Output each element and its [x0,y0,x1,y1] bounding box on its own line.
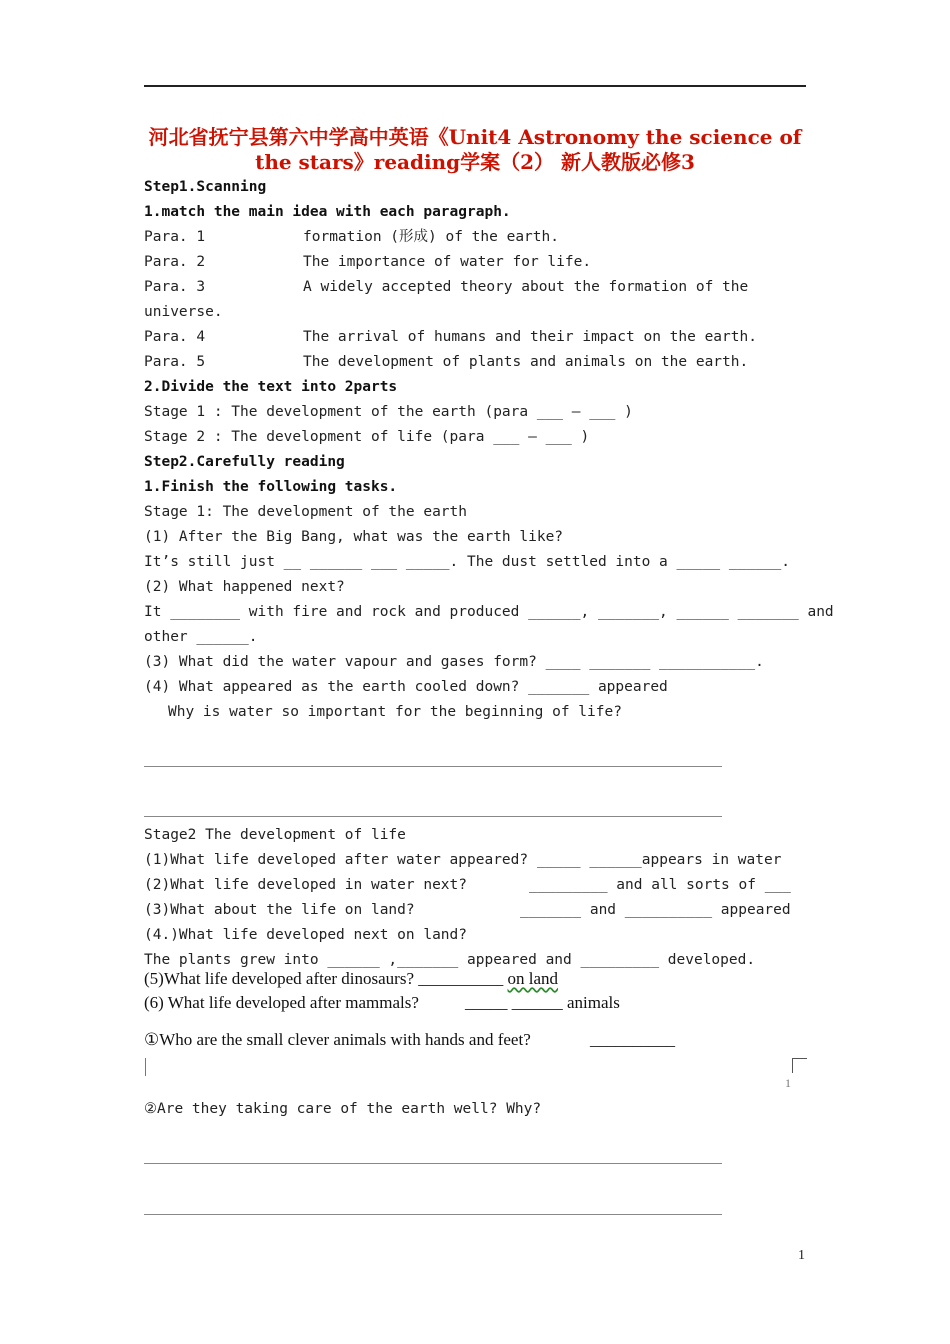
stage2-question-5 [144,969,558,989]
text-cursor [145,1058,146,1076]
question-3: (3) What did the water vapour and gases form? ____ _______ ___________. [144,654,764,670]
question-4: (4) What appeared as the earth cooled down? _______ appeared [144,679,668,695]
page-corner-mark [792,1058,807,1073]
step1-task1: 1.match the main idea with each paragraph. [144,204,511,220]
top-rule [144,85,806,87]
page-title-line1: 河北省抚宁县第六中学高中英语《Unit4 Astronomy the science of [148,125,802,149]
stage1-title: Stage 1: The development of the earth [144,504,468,520]
stage2-question-5-text: (5)What life developed after dinosaurs? [144,969,414,988]
answer-line [144,1163,722,1164]
question-2: (2) What happened next? [144,579,345,595]
question-5: Why is water so important for the beginning of life? [168,704,622,720]
stage2-title: Stage2 The development of life [144,827,406,843]
answer-line [144,1214,722,1215]
para3-label: Para. 3 [144,279,206,295]
page-number: 1 [798,1248,805,1263]
stage2-answer-2: _________ and all sorts of ___ [529,877,791,893]
stage2-answer-3: _______ and __________ appeared [520,902,791,918]
para3-text: A widely accepted theory about the formation of the [303,279,749,295]
para4-label: Para. 4 [144,329,206,345]
care-question: ②Are they taking care of the earth well? Why? [144,1101,542,1117]
stage2-answer-6: _____ ______ animals [465,993,620,1012]
clever-animals-question: ①Who are the small clever animals with hands and feet? [144,1030,531,1049]
stage2-question-4: (4.)What life developed next on land? [144,927,468,943]
step2-heading: Step2.Carefully reading [144,454,345,470]
step2-task1: 1.Finish the following tasks. [144,479,398,495]
answer-1: It’s still just __ ______ ___ _____. The dust settled into a _____ ______. [144,554,791,570]
clever-animals-blank: __________ [590,1030,675,1049]
para5-text: The development of plants and animals on the earth. [303,354,749,370]
step1-task2: 2.Divide the text into 2parts [144,379,398,395]
stage2-answer-5-tail: on land [507,969,559,988]
para4-text: The arrival of humans and their impact on the earth. [303,329,757,345]
answer-2-line2: other ______. [144,629,258,645]
question-1: (1) After the Big Bang, what was the earth like? [144,529,564,545]
answer-line [144,766,722,767]
para2-label: Para. 2 [144,254,206,270]
stage2-answer-5-blank: __________ [418,969,504,988]
stage1-line: Stage 1 : The development of the earth (para ___ — ___ ) [144,404,633,420]
para5-label: Para. 5 [144,354,206,370]
step1-heading: Step1.Scanning [144,179,267,195]
page-title-line2: the stars》reading学案（2） 新人教版必修3 [255,150,695,174]
answer-line [144,816,722,817]
stage2-answer-1: _____ ______appears in water [537,852,782,868]
stage2-line: Stage 2 : The development of life (para ___ — ___ ) [144,429,590,445]
stage2-question-6: (6) What life developed after mammals? [144,993,419,1012]
para1-text: formation (形成) of the earth. [303,229,559,245]
stage2-question-1: (1)What life developed after water appeared? [144,852,529,868]
para3-text-cont: universe. [144,304,223,320]
stage2-question-3: (3)What about the life on land? [144,902,415,918]
page-number-inner: 1 [785,1076,791,1090]
stage2-question-2: (2)What life developed in water next? [144,877,468,893]
answer-2-line1: It ________ with fire and rock and produced ______, _______, ______ _______ and [144,604,834,620]
para1-label: Para. 1 [144,229,206,245]
stage2-answer-4: The plants grew into ______ ,_______ appeared and _________ developed. [144,952,756,968]
para2-text: The importance of water for life. [303,254,592,270]
